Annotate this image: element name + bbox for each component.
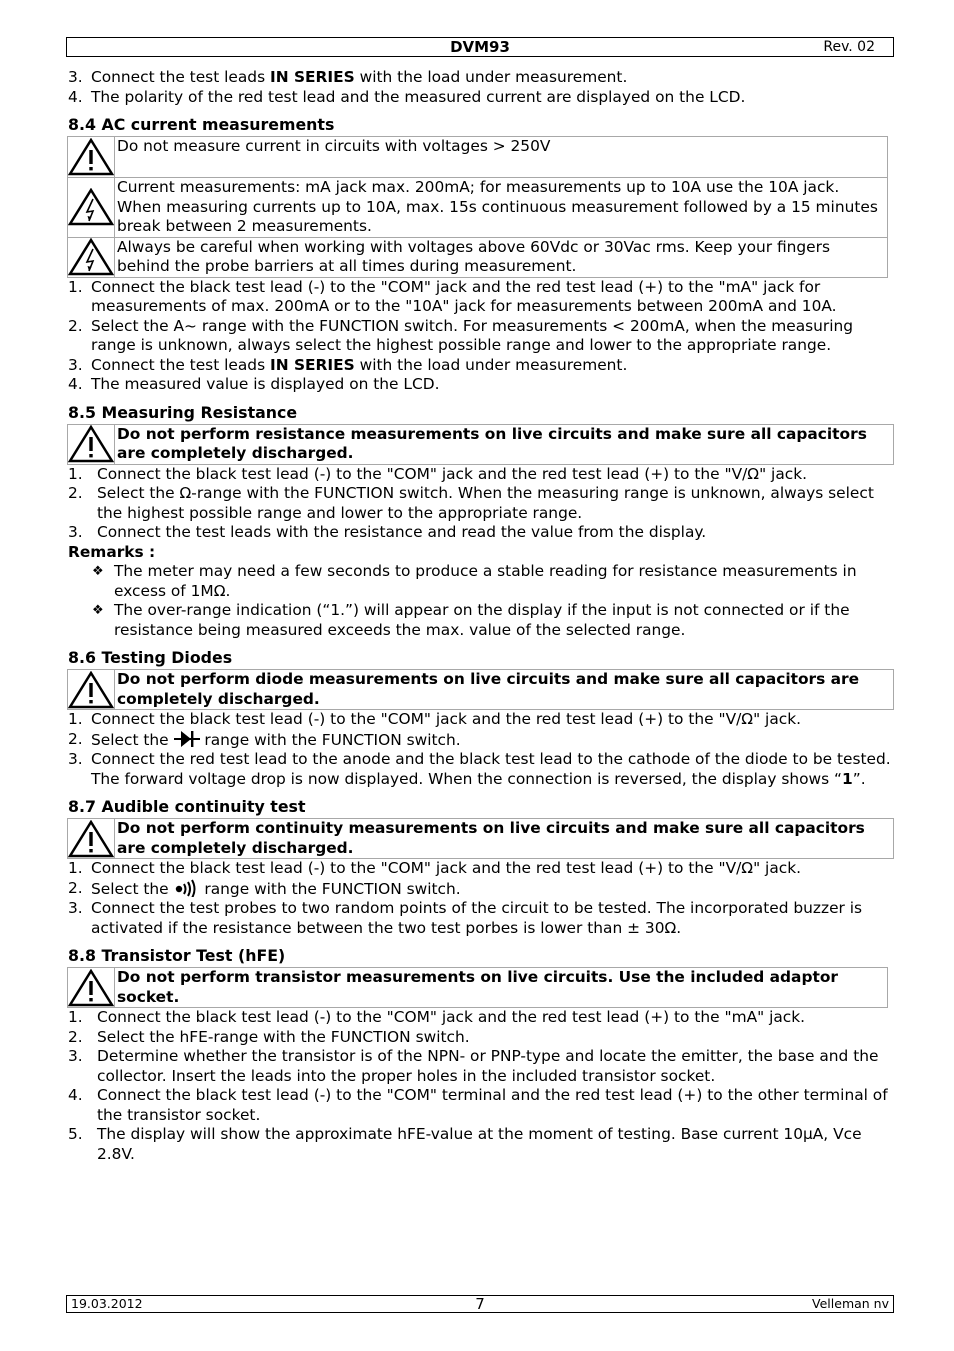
steps-list-8-5 xyxy=(66,465,896,543)
remarks-label: Remarks : xyxy=(68,542,156,561)
document-title: DVM93 xyxy=(450,38,510,56)
warning-text: Do not perform continuity measurements on live circuits and make sure all capacitors are completely discharged. xyxy=(115,819,894,859)
diamond-bullet-icon: ❖ xyxy=(92,564,104,579)
list-item: 2. Select the range with the FUNCTION switch. xyxy=(68,729,461,749)
warning-icon xyxy=(68,138,114,176)
list-item: 3. Determine whether the transistor is of the NPN- or PNP-type and locate the emitter, the base and the collector. Insert the leads into the proper holes in the included transistor socket. xyxy=(68,1047,879,1085)
list-item: 1. Connect the black test lead (-) to the "COM" jack and the red test lead (+) to the "V/Ω" jack. xyxy=(68,710,802,728)
list-item: ❖ The meter may need a few seconds to produce a stable reading for resistance measurements in excess of 1MΩ. xyxy=(92,562,857,600)
list-item: 5. The display will show the approximate hFE-value at the moment of testing. Base current 10μA, Vce 2.8V. xyxy=(68,1125,862,1163)
list-item: 3. Connect the test probes to two random points of the circuit to be tested. The incorporated buzzer is activated if the resistance between the two test porbes is lower than ± 30Ω. xyxy=(68,899,863,937)
list-item: 3. Connect the test leads with the resistance and read the value from the display. xyxy=(68,523,707,541)
revision-label: Rev. 02 xyxy=(823,39,875,55)
buzzer-icon xyxy=(174,879,200,897)
page-footer xyxy=(66,1295,894,1313)
warning-text: Do not perform transistor measurements on live circuits. Use the included adaptor socket. xyxy=(115,968,888,1008)
page-header xyxy=(66,37,894,57)
warning-text: Do not perform resistance measurements on live circuits and make sure all capacitors are completely discharged. xyxy=(115,424,894,464)
list-item: 1. Connect the black test lead (-) to the "COM" jack and the red test lead (+) to the "V/Ω" jack. xyxy=(68,859,802,877)
page-content xyxy=(66,68,896,1164)
section-heading-8-6: 8.6 Testing Diodes xyxy=(68,648,233,667)
list-item: 1. Connect the black test lead (-) to the "COM" jack and the red test lead (+) to the "V/Ω" jack. xyxy=(68,464,808,483)
steps-list-8-8 xyxy=(66,1008,896,1164)
warning-table-8-4 xyxy=(67,136,888,278)
warning-text: Do not measure current in circuits with voltages > 250V xyxy=(115,137,888,178)
warning-table-8-5 xyxy=(67,424,894,465)
warning-text: Do not perform diode measurements on live circuits and make sure all capacitors are completely discharged. xyxy=(115,670,894,710)
list-item: 4. The polarity of the red test lead and the measured current are displayed on the LCD. xyxy=(68,87,746,106)
warning-table-8-8 xyxy=(67,967,888,1008)
list-item: 4. Connect the black test lead (-) to the "COM" terminal and the red test lead (+) to the other terminal of the transistor socket. xyxy=(68,1086,888,1124)
warning-icon xyxy=(68,969,114,1007)
steps-list-8-4 xyxy=(66,278,896,395)
warning-table-8-7 xyxy=(67,818,894,859)
list-item: 2. Select the hFE-range with the FUNCTION switch. xyxy=(68,1027,470,1046)
section-heading-8-7: 8.7 Audible continuity test xyxy=(68,797,306,816)
warning-icon xyxy=(68,671,114,709)
warning-table-8-6 xyxy=(67,669,894,710)
section-heading-8-8: 8.8 Transistor Test (hFE) xyxy=(68,946,286,965)
steps-list-8-6 xyxy=(66,710,896,789)
warning-icon xyxy=(68,425,114,463)
list-item: 3. Connect the test leads IN SERIES with the load under measurement. xyxy=(68,355,628,374)
list-item: ❖ The over-range indication (“1.”) will appear on the display if the input is not connected or if the resistance being measured exceeds the max. value of the selected range. xyxy=(92,601,850,639)
steps-list-8-7 xyxy=(66,859,896,938)
footer-date: 19.03.2012 xyxy=(71,1296,143,1311)
remarks-list xyxy=(66,562,896,640)
diode-icon xyxy=(174,730,200,748)
warning-text: Always be careful when working with voltages above 60Vdc or 30Vac rms. Keep your fingers behind the probe barriers at all times during measurement. xyxy=(115,237,888,277)
section-heading-8-5: 8.5 Measuring Resistance xyxy=(68,402,298,422)
list-item: 4. The measured value is displayed on the LCD. xyxy=(68,375,440,393)
page-number: 7 xyxy=(475,1295,485,1313)
section-heading-8-4: 8.4 AC current measurements xyxy=(68,115,335,134)
warning-icon xyxy=(68,820,114,858)
high-voltage-icon xyxy=(68,188,114,226)
list-item: 2. Select the range with the FUNCTION switch. xyxy=(68,878,461,898)
list-item: 3. Connect the red test lead to the anode and the black test lead to the cathode of the diode to be tested. The forward voltage drop is now displayed. When the connection is reversed, the display shows “1”. xyxy=(68,750,891,788)
list-item: 2. Select the Ω-range with the FUNCTION switch. When the measuring range is unknown, always select the highest possible range and lower to the appropriate range. xyxy=(68,484,874,522)
list-item: 2. Select the A~ range with the FUNCTION switch. For measurements < 200mA, when the measuring range is unknown, always select the highest possible range and lower to the appropriate range. xyxy=(68,316,854,354)
footer-company: Velleman nv xyxy=(812,1296,889,1311)
intro-list xyxy=(66,68,896,107)
high-voltage-icon xyxy=(68,238,114,276)
list-item: 3. Connect the test leads IN SERIES with the load under measurement. xyxy=(68,68,628,86)
warning-text: Current measurements: mA jack max. 200mA; for measurements up to 10A use the 10A jack. When measuring currents up to 10A, max. 15s continuous measurement followed by a 15 minutes break between 2 measurements. xyxy=(115,178,888,238)
diamond-bullet-icon: ❖ xyxy=(92,603,104,618)
list-item: 1. Connect the black test lead (-) to the "COM" jack and the red test lead (+) to the "mA" jack for measurements of max. 200mA or to the "10A" jack for measurements between 200mA and 10A. xyxy=(68,277,837,315)
list-item: 1. Connect the black test lead (-) to the "COM" jack and the red test lead (+) to the "mA" jack. xyxy=(68,1008,806,1026)
